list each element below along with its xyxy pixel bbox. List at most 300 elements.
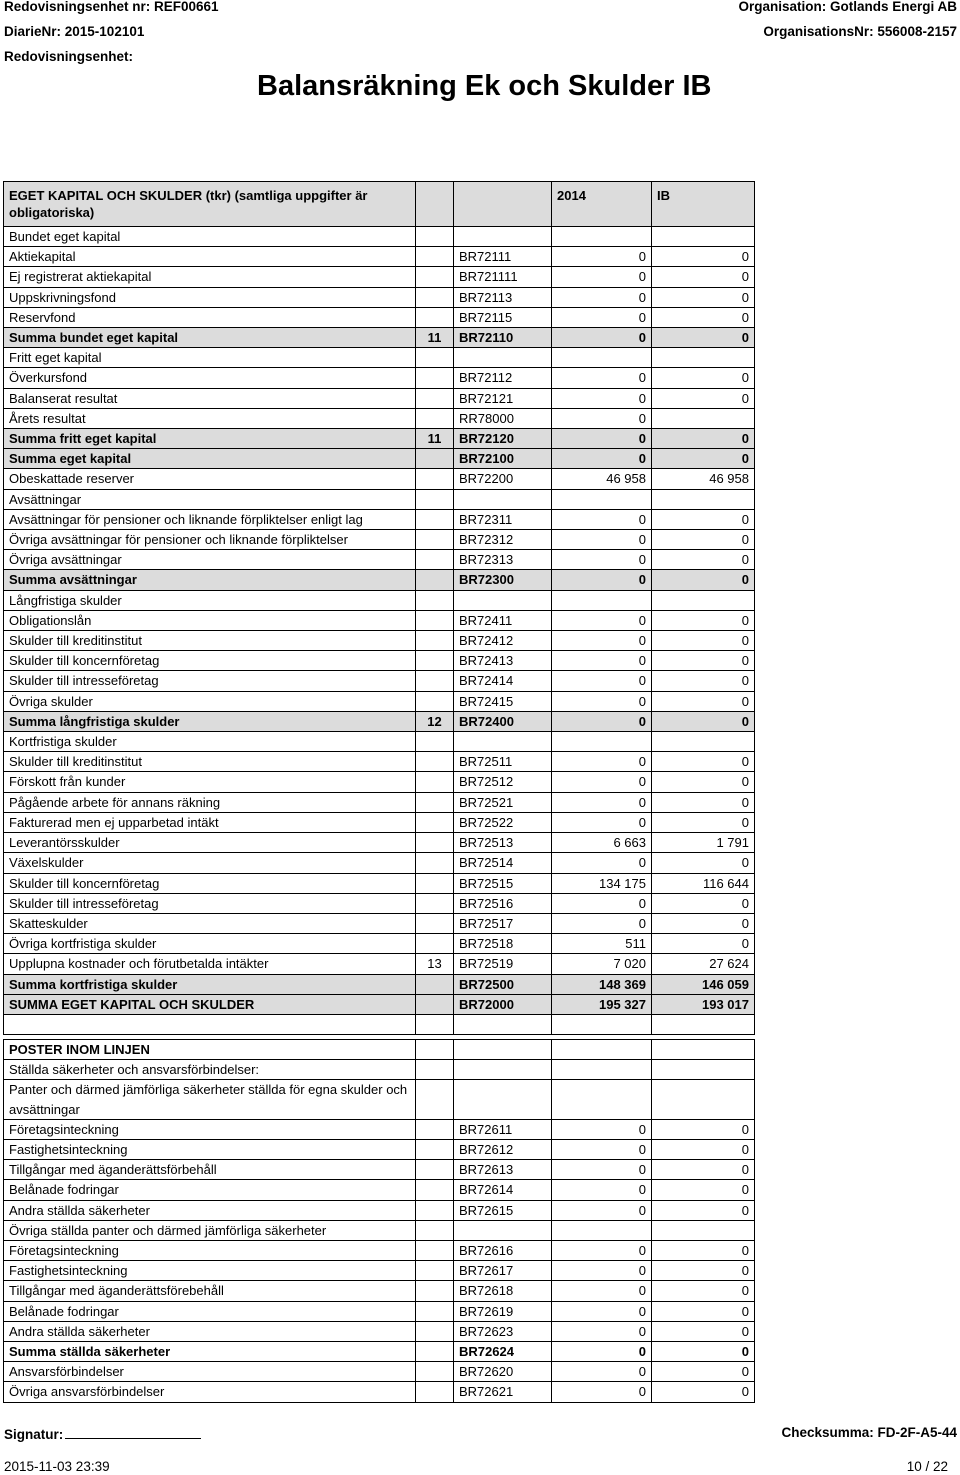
- row-value-ib: [652, 732, 755, 752]
- row-value-2014: 0: [552, 651, 652, 671]
- header-note: [416, 182, 454, 227]
- header-diary-number: DiarieNr: 2015-102101: [4, 24, 145, 39]
- table-row: [4, 651, 755, 671]
- row-label: Fritt eget kapital: [4, 348, 416, 368]
- row-value-ib: 1 791: [652, 833, 755, 853]
- row-value-ib: 0: [652, 792, 755, 812]
- row-note: [416, 752, 454, 772]
- row-note: [416, 772, 454, 792]
- row-value-ib: 0: [652, 1382, 755, 1402]
- row-code: BR72312: [454, 530, 552, 550]
- table-row: [4, 974, 755, 994]
- row-code: BR72624: [454, 1342, 552, 1362]
- row-value-2014: 0: [552, 247, 652, 267]
- row-value-ib: 0: [652, 287, 755, 307]
- row-note: [416, 267, 454, 287]
- row-code: BR72313: [454, 550, 552, 570]
- table-row: [4, 792, 755, 812]
- row-code: BR72311: [454, 509, 552, 529]
- row-label: Ställda säkerheter och ansvarsförbindelser:: [4, 1060, 416, 1080]
- table-row: [4, 873, 755, 893]
- row-code: BR72616: [454, 1241, 552, 1261]
- row-label: Övriga skulder: [4, 691, 416, 711]
- row-label: Summa kortfristiga skulder: [4, 974, 416, 994]
- table-row: [4, 691, 755, 711]
- row-value-2014: 0: [552, 449, 652, 469]
- row-label: Skulder till kreditinstitut: [4, 752, 416, 772]
- row-value-ib: 0: [652, 631, 755, 651]
- table-row: [4, 994, 755, 1014]
- poster-row: [4, 1321, 755, 1341]
- row-label: Skulder till intresseföretag: [4, 893, 416, 913]
- row-value-2014: 0: [552, 388, 652, 408]
- row-note: [416, 489, 454, 509]
- row-label: Skulder till koncernföretag: [4, 651, 416, 671]
- row-note: [416, 1060, 454, 1080]
- row-label: Summa bundet eget kapital: [4, 328, 416, 348]
- row-code: BR72519: [454, 954, 552, 974]
- header-label: EGET KAPITAL OCH SKULDER (tkr) (samtliga uppgifter är obligatoriska): [4, 182, 416, 227]
- row-value-ib: 0: [652, 853, 755, 873]
- row-label: SUMMA EGET KAPITAL OCH SKULDER: [4, 994, 416, 1014]
- signature-line: [65, 1425, 201, 1439]
- row-value-ib: 0: [652, 449, 755, 469]
- row-note: [416, 893, 454, 913]
- row-code: [454, 1220, 552, 1240]
- row-code: RR78000: [454, 408, 552, 428]
- row-label: Aktiekapital: [4, 247, 416, 267]
- row-note: [416, 227, 454, 247]
- row-value-2014: [552, 348, 652, 368]
- table-row: [4, 307, 755, 327]
- row-value-2014: 0: [552, 1180, 652, 1200]
- row-code: BR72411: [454, 610, 552, 630]
- row-code: BR72619: [454, 1301, 552, 1321]
- row-label: Ej registrerat aktiekapital: [4, 267, 416, 287]
- row-note: [416, 610, 454, 630]
- table-row: [4, 550, 755, 570]
- row-value-ib: [652, 590, 755, 610]
- poster-row: [4, 1241, 755, 1261]
- row-code: BR72415: [454, 691, 552, 711]
- row-value-ib: 0: [652, 509, 755, 529]
- row-value-ib: 0: [652, 570, 755, 590]
- row-value-ib: 46 958: [652, 469, 755, 489]
- row-note: [416, 1140, 454, 1160]
- row-code: [454, 1014, 552, 1034]
- row-code: BR72620: [454, 1362, 552, 1382]
- table-row: [4, 388, 755, 408]
- row-code: BR72111: [454, 247, 552, 267]
- row-code: BR72110: [454, 328, 552, 348]
- row-code: [454, 489, 552, 509]
- poster-row: [4, 1301, 755, 1321]
- table-row: [4, 368, 755, 388]
- row-value-ib: [652, 1040, 755, 1060]
- row-code: [454, 1040, 552, 1060]
- row-label: Skulder till intresseföretag: [4, 671, 416, 691]
- row-code: BR72618: [454, 1281, 552, 1301]
- row-note: [416, 509, 454, 529]
- table-row: [4, 267, 755, 287]
- poster-row: [4, 1261, 755, 1281]
- row-note: [416, 307, 454, 327]
- table-row: [4, 429, 755, 449]
- row-code: BR72623: [454, 1321, 552, 1341]
- row-value-ib: 0: [652, 691, 755, 711]
- poster-row: [4, 1040, 755, 1060]
- row-value-ib: 146 059: [652, 974, 755, 994]
- row-value-ib: 0: [652, 267, 755, 287]
- row-note: [416, 1301, 454, 1321]
- row-label: Obligationslån: [4, 610, 416, 630]
- row-label: Andra ställda säkerheter: [4, 1321, 416, 1341]
- table-row: [4, 711, 755, 731]
- row-value-2014: 0: [552, 772, 652, 792]
- table-row: [4, 287, 755, 307]
- row-value-2014: 0: [552, 671, 652, 691]
- row-value-ib: 27 624: [652, 954, 755, 974]
- row-value-ib: [652, 1060, 755, 1080]
- poster-row: [4, 1140, 755, 1160]
- row-value-2014: [552, 1014, 652, 1034]
- row-value-2014: 0: [552, 1362, 652, 1382]
- checksum: Checksumma: FD-2F-A5-44: [781, 1425, 957, 1440]
- poster-table: [3, 1039, 755, 1403]
- row-code: [454, 590, 552, 610]
- row-value-2014: 0: [552, 711, 652, 731]
- row-label: Summa fritt eget kapital: [4, 429, 416, 449]
- row-code: BR72518: [454, 934, 552, 954]
- table-row: [4, 489, 755, 509]
- row-code: BR72515: [454, 873, 552, 893]
- table-row: [4, 509, 755, 529]
- table-row: [4, 570, 755, 590]
- row-note: [416, 590, 454, 610]
- row-note: [416, 1160, 454, 1180]
- row-value-ib: 0: [652, 610, 755, 630]
- row-label: Skulder till kreditinstitut: [4, 631, 416, 651]
- row-label: Tillgångar med äganderättsförbehåll: [4, 1160, 416, 1180]
- row-label: Tillgångar med äganderättsförebehåll: [4, 1281, 416, 1301]
- row-note: [416, 812, 454, 832]
- row-note: [416, 530, 454, 550]
- row-value-ib: 0: [652, 429, 755, 449]
- poster-row: [4, 1180, 755, 1200]
- row-note: [416, 1382, 454, 1402]
- row-value-2014: 0: [552, 792, 652, 812]
- row-value-2014: [552, 590, 652, 610]
- row-label: Belånade fodringar: [4, 1180, 416, 1200]
- row-label: Pågående arbete för annans räkning: [4, 792, 416, 812]
- row-code: BR72200: [454, 469, 552, 489]
- row-label: Summa ställda säkerheter: [4, 1342, 416, 1362]
- row-code: BR72611: [454, 1119, 552, 1139]
- row-value-2014: 134 175: [552, 873, 652, 893]
- row-value-ib: 0: [652, 711, 755, 731]
- row-value-ib: 0: [652, 530, 755, 550]
- row-note: [416, 287, 454, 307]
- balance-table: [3, 181, 755, 1035]
- row-value-2014: 0: [552, 1301, 652, 1321]
- row-value-2014: 0: [552, 368, 652, 388]
- row-note: [416, 247, 454, 267]
- table-row: [4, 590, 755, 610]
- row-note: [416, 408, 454, 428]
- row-value-ib: 0: [652, 934, 755, 954]
- row-note: [416, 1241, 454, 1261]
- poster-row: [4, 1119, 755, 1139]
- signature-label: Signatur:: [4, 1427, 64, 1442]
- row-value-ib: 0: [652, 752, 755, 772]
- row-note: [416, 1200, 454, 1220]
- row-value-2014: 0: [552, 812, 652, 832]
- row-code: BR72121: [454, 388, 552, 408]
- row-note: [416, 550, 454, 570]
- row-value-ib: [652, 489, 755, 509]
- row-value-ib: 0: [652, 1261, 755, 1281]
- row-note: [416, 691, 454, 711]
- row-note: [416, 651, 454, 671]
- row-code: BR72621: [454, 1382, 552, 1402]
- row-label: Övriga avsättningar: [4, 550, 416, 570]
- row-value-2014: 0: [552, 429, 652, 449]
- row-label: Skatteskulder: [4, 913, 416, 933]
- row-value-2014: 0: [552, 631, 652, 651]
- row-value-2014: 0: [552, 287, 652, 307]
- table-row: [4, 408, 755, 428]
- row-value-2014: 0: [552, 1160, 652, 1180]
- row-note: [416, 1362, 454, 1382]
- row-note: [416, 1220, 454, 1240]
- row-note: [416, 1080, 454, 1119]
- table-row: [4, 812, 755, 832]
- row-code: BR72112: [454, 368, 552, 388]
- row-label: Reservfond: [4, 307, 416, 327]
- row-value-ib: 0: [652, 1160, 755, 1180]
- row-value-ib: 0: [652, 913, 755, 933]
- table-row: [4, 328, 755, 348]
- row-note: [416, 853, 454, 873]
- row-value-ib: 0: [652, 1200, 755, 1220]
- row-note: [416, 1180, 454, 1200]
- row-value-2014: 0: [552, 570, 652, 590]
- row-label: Övriga avsättningar för pensioner och liknande förpliktelser: [4, 530, 416, 550]
- header-code: [454, 182, 552, 227]
- table-row: [4, 671, 755, 691]
- row-label: [4, 1014, 416, 1034]
- row-label: Fastighetsinteckning: [4, 1140, 416, 1160]
- row-label: Summa eget kapital: [4, 449, 416, 469]
- row-label: Fastighetsinteckning: [4, 1261, 416, 1281]
- row-label: Obeskattade reserver: [4, 469, 416, 489]
- row-note: [416, 1040, 454, 1060]
- row-label: Överkursfond: [4, 368, 416, 388]
- row-value-ib: 0: [652, 247, 755, 267]
- header-ib: IB: [652, 182, 755, 227]
- row-value-ib: 0: [652, 388, 755, 408]
- row-code: BR72400: [454, 711, 552, 731]
- poster-row: [4, 1060, 755, 1080]
- row-label: Bundet eget kapital: [4, 227, 416, 247]
- row-value-2014: 0: [552, 307, 652, 327]
- row-note: [416, 1281, 454, 1301]
- row-code: [454, 227, 552, 247]
- row-value-ib: 0: [652, 1180, 755, 1200]
- row-value-2014: 0: [552, 1200, 652, 1220]
- row-note: [416, 368, 454, 388]
- table-row: [4, 913, 755, 933]
- poster-row: [4, 1220, 755, 1240]
- row-value-2014: 46 958: [552, 469, 652, 489]
- row-label: Övriga ställda panter och därmed jämförliga säkerheter: [4, 1220, 416, 1240]
- row-value-2014: 0: [552, 1342, 652, 1362]
- poster-row: [4, 1342, 755, 1362]
- row-code: BR72517: [454, 913, 552, 933]
- row-label: Balanserat resultat: [4, 388, 416, 408]
- row-note: [416, 994, 454, 1014]
- row-note: [416, 1321, 454, 1341]
- row-note: 11: [416, 328, 454, 348]
- table-row: [4, 732, 755, 752]
- table-row: [4, 752, 755, 772]
- row-code: BR72414: [454, 671, 552, 691]
- table-row: [4, 934, 755, 954]
- row-value-ib: 0: [652, 1301, 755, 1321]
- poster-row: [4, 1281, 755, 1301]
- row-code: BR72615: [454, 1200, 552, 1220]
- row-value-2014: 195 327: [552, 994, 652, 1014]
- row-value-2014: [552, 1220, 652, 1240]
- table-row: [4, 449, 755, 469]
- row-value-ib: 0: [652, 1362, 755, 1382]
- row-label: Årets resultat: [4, 408, 416, 428]
- row-value-ib: 0: [652, 1321, 755, 1341]
- row-value-2014: 0: [552, 1241, 652, 1261]
- row-note: [416, 913, 454, 933]
- row-label: Växelskulder: [4, 853, 416, 873]
- row-code: BR72100: [454, 449, 552, 469]
- row-value-2014: 0: [552, 550, 652, 570]
- table-row: [4, 1014, 755, 1034]
- row-label: Övriga kortfristiga skulder: [4, 934, 416, 954]
- row-value-ib: 0: [652, 368, 755, 388]
- row-note: [416, 469, 454, 489]
- row-code: BR72513: [454, 833, 552, 853]
- row-code: BR72000: [454, 994, 552, 1014]
- row-note: [416, 732, 454, 752]
- row-note: [416, 348, 454, 368]
- row-code: BR72512: [454, 772, 552, 792]
- row-note: 12: [416, 711, 454, 731]
- row-value-2014: 0: [552, 1321, 652, 1341]
- row-value-2014: [552, 732, 652, 752]
- row-note: [416, 974, 454, 994]
- row-value-ib: 0: [652, 1140, 755, 1160]
- row-value-2014: 0: [552, 1140, 652, 1160]
- row-code: BR72120: [454, 429, 552, 449]
- row-value-ib: 0: [652, 772, 755, 792]
- row-label: Företagsinteckning: [4, 1241, 416, 1261]
- row-value-2014: 511: [552, 934, 652, 954]
- row-code: BR72500: [454, 974, 552, 994]
- row-label: Upplupna kostnader och förutbetalda intäkter: [4, 954, 416, 974]
- table-row: [4, 954, 755, 974]
- row-label: Andra ställda säkerheter: [4, 1200, 416, 1220]
- header-org-number: OrganisationsNr: 556008-2157: [763, 24, 957, 39]
- row-label: Leverantörsskulder: [4, 833, 416, 853]
- page-title: Balansräkning Ek och Skulder IB: [257, 70, 712, 102]
- table-row: [4, 227, 755, 247]
- row-note: [416, 570, 454, 590]
- row-note: [416, 631, 454, 651]
- row-value-ib: 0: [652, 1342, 755, 1362]
- row-code: BR72521: [454, 792, 552, 812]
- header-unit: Redovisningsenhet:: [4, 49, 134, 64]
- row-label: Skulder till koncernföretag: [4, 873, 416, 893]
- row-value-2014: 0: [552, 408, 652, 428]
- row-code: BR72115: [454, 307, 552, 327]
- row-code: [454, 1080, 552, 1119]
- row-value-ib: 0: [652, 812, 755, 832]
- row-code: BR72612: [454, 1140, 552, 1160]
- row-note: [416, 449, 454, 469]
- row-value-ib: 0: [652, 1281, 755, 1301]
- row-code: BR72514: [454, 853, 552, 873]
- table-row: [4, 631, 755, 651]
- row-value-ib: 193 017: [652, 994, 755, 1014]
- row-code: [454, 732, 552, 752]
- row-value-2014: 0: [552, 328, 652, 348]
- row-value-2014: 0: [552, 610, 652, 630]
- row-label: Belånade fodringar: [4, 1301, 416, 1321]
- row-note: [416, 1261, 454, 1281]
- row-value-2014: [552, 489, 652, 509]
- row-value-2014: 6 663: [552, 833, 652, 853]
- poster-row: [4, 1362, 755, 1382]
- row-value-2014: 7 020: [552, 954, 652, 974]
- row-value-ib: 0: [652, 671, 755, 691]
- row-label: Panter och därmed jämförliga säkerheter ställda för egna skulder och avsättningar: [4, 1080, 416, 1119]
- row-value-2014: 0: [552, 509, 652, 529]
- header-year: 2014: [552, 182, 652, 227]
- signature-field: [4, 1425, 201, 1442]
- row-value-2014: [552, 1080, 652, 1119]
- row-label: Summa avsättningar: [4, 570, 416, 590]
- row-code: BR72113: [454, 287, 552, 307]
- row-note: 11: [416, 429, 454, 449]
- row-note: [416, 1342, 454, 1362]
- poster-row: [4, 1382, 755, 1402]
- row-note: 13: [416, 954, 454, 974]
- table-row: [4, 348, 755, 368]
- row-code: BR72614: [454, 1180, 552, 1200]
- row-value-2014: 0: [552, 1382, 652, 1402]
- row-label: Avsättningar: [4, 489, 416, 509]
- row-label: Fakturerad men ej upparbetad intäkt: [4, 812, 416, 832]
- row-code: BR72300: [454, 570, 552, 590]
- row-value-2014: 0: [552, 752, 652, 772]
- row-value-2014: 0: [552, 1281, 652, 1301]
- row-label: Övriga ansvarsförbindelser: [4, 1382, 416, 1402]
- row-code: [454, 348, 552, 368]
- row-value-ib: 0: [652, 307, 755, 327]
- row-label: Summa långfristiga skulder: [4, 711, 416, 731]
- row-note: [416, 934, 454, 954]
- row-label: POSTER INOM LINJEN: [4, 1040, 416, 1060]
- row-value-ib: 0: [652, 328, 755, 348]
- poster-row: [4, 1160, 755, 1180]
